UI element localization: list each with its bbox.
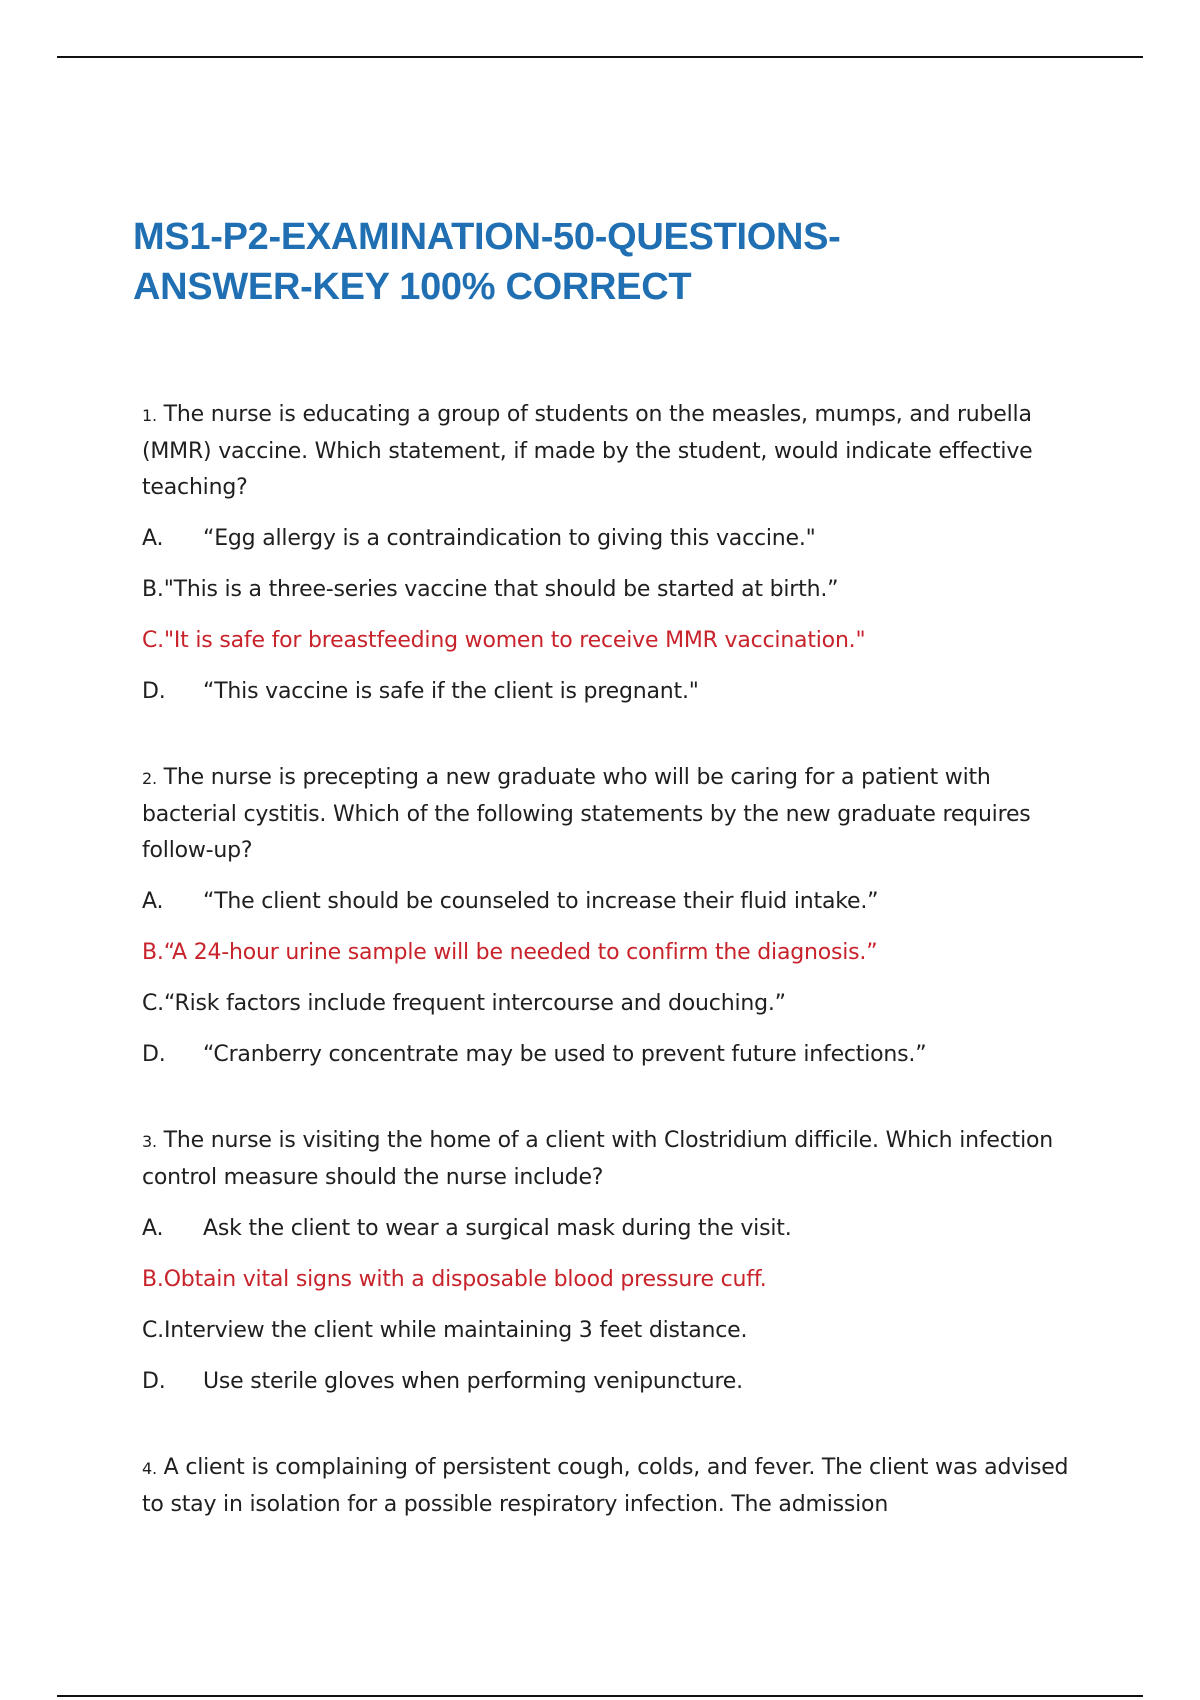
question-number: 3. (142, 1132, 157, 1151)
answer-option-a (142, 884, 1082, 920)
question-number: 2. (142, 769, 157, 788)
answer-option-d (142, 674, 1082, 710)
question-text: The nurse is precepting a new graduate who will be caring for a patient with bacterial cystitis. Which of the following statements by the new graduate requires follow-up? (142, 765, 1031, 863)
question-1 (142, 397, 1082, 710)
question-text: The nurse is visiting the home of a client with Clostridium difficile. Which infection control measure should the nurse include? (142, 1128, 1053, 1190)
answer-option-d (142, 1364, 1082, 1400)
option-letter: B. (142, 940, 164, 965)
question-3 (142, 1123, 1082, 1400)
answer-option-c (142, 986, 1082, 1022)
option-text: “A 24-hour urine sample will be needed to confirm the diagnosis.” (163, 940, 878, 965)
option-text: “Cranberry concentrate may be used to prevent future infections.” (203, 1042, 927, 1067)
document-title (133, 212, 1033, 312)
option-letter: D. (142, 1042, 166, 1067)
question-stem (142, 1450, 1082, 1523)
question-stem (142, 1123, 1082, 1196)
option-text: "It is safe for breastfeeding women to receive MMR vaccination." (163, 628, 866, 653)
option-letter: D. (142, 1369, 166, 1394)
option-text: Interview the client while maintaining 3 feet distance. (163, 1318, 748, 1343)
question-text: The nurse is educating a group of students on the measles, mumps, and rubella (MMR) vaccine. Which statement, if made by the student, would indicate effective teaching? (142, 402, 1033, 500)
option-text: “This vaccine is safe if the client is pregnant." (203, 679, 699, 704)
question-stem (142, 397, 1082, 506)
answer-option-c (142, 1313, 1082, 1349)
question-number: 1. (142, 406, 157, 425)
question-2 (142, 760, 1082, 1073)
option-text: Obtain vital signs with a disposable blood pressure cuff. (163, 1267, 767, 1292)
header-rule (57, 56, 1143, 58)
option-text: Ask the client to wear a surgical mask during the visit. (203, 1216, 792, 1241)
question-stem (142, 760, 1082, 869)
option-letter: B. (142, 1267, 164, 1292)
option-letter: A. (142, 1216, 164, 1241)
title-line-2: ANSWER-KEY 100% CORRECT (133, 266, 692, 308)
option-text: Use sterile gloves when performing venipuncture. (203, 1369, 743, 1394)
correct-answer-option-b (142, 1262, 1082, 1298)
answer-option-a (142, 521, 1082, 557)
question-list (142, 397, 1082, 1573)
answer-option-d (142, 1037, 1082, 1073)
answer-option-b (142, 572, 1082, 608)
option-letter: A. (142, 526, 164, 551)
option-text: “Risk factors include frequent intercourse and douching.” (163, 991, 786, 1016)
question-number: 4. (142, 1459, 157, 1478)
option-letter: D. (142, 679, 166, 704)
option-text: “The client should be counseled to increase their fluid intake.” (203, 889, 879, 914)
answer-option-a (142, 1211, 1082, 1247)
footer-rule (57, 1695, 1143, 1697)
option-letter: C. (142, 628, 164, 653)
title-line-1: MS1-P2-EXAMINATION-50-QUESTIONS- (133, 216, 841, 258)
option-text: “Egg allergy is a contraindication to giving this vaccine." (203, 526, 816, 551)
correct-answer-option-c (142, 623, 1082, 659)
option-letter: A. (142, 889, 164, 914)
option-text: "This is a three-series vaccine that should be started at birth.” (163, 577, 839, 602)
option-letter: C. (142, 991, 164, 1016)
correct-answer-option-b (142, 935, 1082, 971)
question-text: A client is complaining of persistent cough, colds, and fever. The client was advised to stay in isolation for a possible respiratory infection. The admission (142, 1455, 1069, 1517)
option-letter: B. (142, 577, 164, 602)
question-4 (142, 1450, 1082, 1523)
option-letter: C. (142, 1318, 164, 1343)
